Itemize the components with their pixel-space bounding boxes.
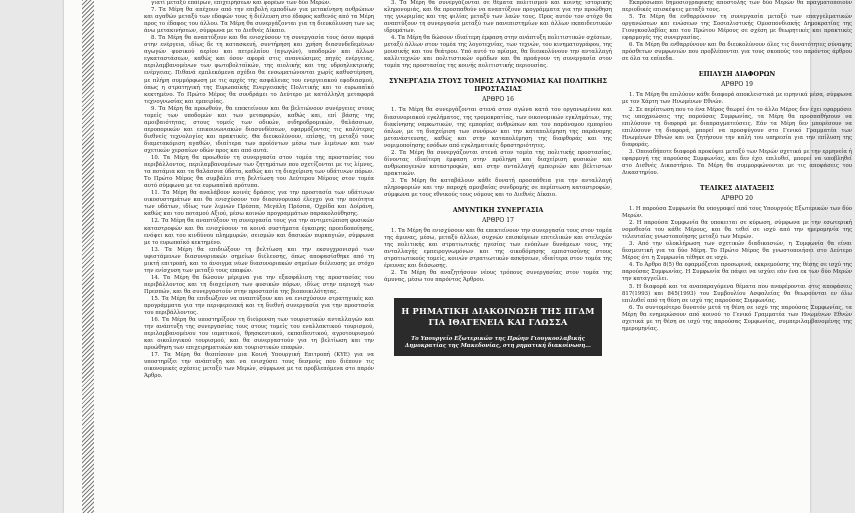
paragraph: 3. Από την ολοκλήρωση των σχετικών διαδικασιών, η Συμφωνία θα είναι δεσμευτική για τα δύο Μέρη. Το Πρώτο Μέρος θα γνωστοποιήσει στο Δεύτερο Μέρος ότι η Συμφωνία τέθηκε σε ισχύ. — [622, 241, 852, 262]
paragraph: 4. Το Άρθρο 8(5) θα εφαρμόζεται προσωρινά, εκκρεμούσης της θέσης σε ισχύ της παρούσας Συμφωνίας. Η Συμφωνία θα πάψει να ισχύει εάν ένα εκ των δύο Μερών την καταγγείλει. — [622, 262, 852, 283]
paragraph: 1. Τα Μέρη θα ενισχύσουν και θα επεκτείνουν την συνεργασία τους στον τομέα της άμυνας, μέσω, μεταξύ άλλων, συχνών επισκέψεων επιτελικών και στελεχών της πολιτικής και στρατιωτικής ηγεσίας των ενόπλων δυνάμεων τους, της ανταλλαγής εμπειρογνωμόνων και της οικοδόμησης εμπιστοσύνης στους στρατιωτικούς τομείς, κοινών στρατιωτικών ασκήσεων, ιδιαίτερα στον τομέα της έρευνας και διάσωσης. — [384, 228, 612, 270]
text-column-3 — [622, 0, 852, 513]
highlight-banner — [394, 298, 602, 356]
paragraph: 2. Τα Μέρη θα συνεργάζονται στενά στον τομέα της πολιτικής προστασίας, δίνοντας ιδιαίτερη έμφαση στην πρόληψη και διαχείριση φυσικών και ανθρωπογενών καταστροφών, και στην ανταλλαγή εμπειριών και βέλτιστων πρακτικών. — [384, 149, 612, 177]
article-number: ΑΡΘΡΟ 19 — [721, 81, 753, 89]
text-column-1 — [144, 0, 374, 513]
paragraph: 17. Τα Μέρη θα θεσπίσουν μια Κοινή Υπουργική Επιτροπή (ΚΥΕ) για να υποστηρίξει την ανάπτυξη και να ενισχύσει τους δεσμούς που διέπουν τις οικονομικές σχέσεις μεταξύ των Μερών, σύμφωνα με τα προβλεπόμενα στο παρόν Άρθρο. — [144, 352, 374, 380]
paragraph: 14. Τα Μέρη θα δώσουν μέριμνα για την εξασφάλιση της προστασίας του περιβάλλοντος και τη διαχείριση των φυσικών πόρων, ιδίως στην περιοχή των Πρεσπών, και θα συνεργαστούν στην προστασία της βιοποικιλότητας. — [144, 274, 374, 295]
paragraph: 7. Τα Μέρη θα απέχουν από την επιβολή εμποδίων για μετακίνηση ανθρώπων και αγαθών μεταξύ των εδαφών τους ή διέλευση στο έδαφος καθενός από τα Μέρη προς το έδαφος του άλλου. Τα Μέρη θα συνεργάζονται για τη διευκόλυνση των ως άνω μετακινήσεων, σύμφωνα με το Διεθνές Δίκαιο. — [144, 7, 374, 35]
paragraph: 6. Τα Μέρη θα ενθαρρύνουν και θα διευκολύνουν όλες τις δυνατότητες σύναψης πρόσθετων συμφωνιών που προβλέπονται για τους σκοπούς του παρόντος άρθρου σε όλα τα επίπεδα. — [622, 42, 852, 63]
section-heading: ΤΕΛΙΚΕΣ ΔΙΑΤΑΞΕΙΣ — [699, 183, 775, 192]
newspaper-page — [64, 0, 852, 513]
paragraph: 3. Τα Μέρη θα καταβάλουν κάθε δυνατή προσπάθεια για την ανταλλαγή πληροφοριών και την παροχή αμοιβαίας συνδρομής σε περίπτωση καταστροφών, σύμφωνα με τους εθνικούς τους νόμους και το Διεθνές Δίκαιο. — [384, 177, 612, 199]
paragraph: 13. Τα Μέρη θα επιδιώξουν τη βελτίωση και την εκσυγχρονισμό των υφιστάμενων διασυνοριακών σημείων διέλευσης, όπως αποφασίσθηκε από τη μικτή επιτροπή, και το άνοιγμα νέων διασυνοριακών σημείων διέλευσης με στόχο την ενίσχυση των μεταξύ τους επαφών. — [144, 246, 374, 274]
paragraph: 1. Τα Μέρη θα συνεργάζονται στενά στον αγώνα κατά του οργανωμένου και διασυνοριακού εγκλήματος, της τρομοκρατίας, των οικονομικών εγκλημάτων, της διακίνησης ναρκωτικών, της εμπορίας ανθρώπων και του παράνομου εμπορίου όπλων, με τη διαχείριση των συνόρων και την καταπολέμηση της παράνομης μετανάστευσης, καθώς και στην καταπολέμηση της διαφθοράς και της νομιμοποίησης εσόδων από εγκληματικές δραστηριότητες. — [384, 107, 612, 149]
article-number: ΑΡΘΡΟ 20 — [721, 194, 753, 202]
banner-title: Η ΡΗΜΑΤΙΚΗ ΔΙΑΚΟΙΝΩΣΗ ΤΗΣ ΠΓΔΜ ΓΙΑ ΙΘΑΓΕΝΕΙΑ ΚΑΙ ΓΛΩΣΣΑ — [401, 306, 595, 328]
paragraph: 8. Τα Μέρη θα αναπτύξουν και θα ενισχύσουν τη συνεργασία τους όσον αφορά στην ενέργεια, ιδίως δε τη κατασκευή, συντήρηση και χρήση διασυνδεδεμένων αγωγών φυσικού αερίου και πετρελαίου (αγωγών), υποδομών και άλλων εγκαταστάσεων, καθώς και όσον αφορά στις ανανεώσιμες πηγές ενέργειας, περιλαμβανομένων των φωτοβολταϊκών, της αιολικής και της υδροηλεκτρικής ενέργειας. Πιθανά εμπλεκόμενα σχέδια θα ενσωματώνονται χωρίς καθυστέρηση, με πλήρη συμμόρφωση με τις αρχές της ασφάλειας του ενεργειακού εφοδιασμού, όπως η στρατηγική της Ευρωπαϊκής Ενεργειακής Πολιτικής και το ευρωπαϊκό κεκτημένο. Το Πρώτο Μέρος θα συνδράμει το Δεύτερο με κατάλληλη μεταφορά τεχνογνωσίας και εμπειρίας. — [144, 35, 374, 105]
paragraph: 2. Τα Μέρη θα αναζητήσουν νέους τρόπους συνεργασίας στον τομέα της άμυνας, μέσω του παρόντος Άρθρου. — [384, 270, 612, 284]
section-heading: ΕΠΙΛΥΣΗ ΔΙΑΦΟΡΩΝ — [698, 70, 776, 79]
article-number: ΑΡΘΡΟ 17 — [482, 217, 514, 225]
paragraph: Εκπρόσωποι δημοσιογραφικής αποστολής των δύο Μερών θα πραγματοποιούν περιοδικές επισκέψεις μεταξύ τους. — [622, 0, 852, 14]
paragraph: 15. Τα Μέρη θα επιδιώξουν να αναπτύξουν και να ενισχύσουν στρατηγικές και προγράμματα για την περιφερειακή και τη διεθνή συνεργασία για την προστασία του περιβάλλοντος. — [144, 295, 374, 317]
paragraph: 4. Τα Μέρη θα δώσουν ιδιαίτερη έμφαση στην ανάπτυξη πολιτιστικών σχέσεων, μεταξύ άλλων στον τομέα της λογοτεχνίας, των τεχνών, του κινηματογράφου, της μουσικής και του θεάτρου. Υπό αυτό το πρίσμα, θα διευκολύνουν την ανταλλαγή καλλιτεχνών και πολιτιστικών ομάδων και θα προάγουν τη συνεργασία στον τομέα της προστασίας της κοινής πολιτιστικής περιουσίας. — [384, 35, 612, 70]
paragraph: 2. Η παρούσα Συμφωνία θα υποκειται σε κύρωση, σύμφωνα με την εσωτερική νομοθεσία του κάθε Μέρους, και θα τεθεί σε ισχύ από την ημερομηνία της τελευταίας γνωστοποίησης μεταξύ των Μερών. — [622, 220, 852, 241]
paragraph: 1. Η παρούσα Συμφωνία θα υπογραφεί από τους Υπουργούς Εξωτερικών των δύο Μερών. — [622, 205, 852, 220]
section-heading: ΑΜΥΝΤΙΚΗ ΣΥΝΕΡΓΑΣΙΑ — [452, 206, 544, 215]
paragraph: 5. Η διαφορά και τα αναπαραγόμενα θέματα που αναφέρονται στις αποφάσεις 817(1993) και 845(1993) του Συμβουλίου Ασφαλείας θα θεωρούνται εν όλω επιλυθεί από τη θέση σε ισχύ της παρούσας Συμφωνίας. — [622, 283, 852, 304]
paragraph: 3. Οποιαδήποτε διαφορά προκύψει μεταξύ των Μερών σχετικά με την ερμηνεία ή εφαρμογή της παρούσας Συμφωνίας, και δεν έχει επιλυθεί, μπορεί να υποβληθεί στο Διεθνές Δικαστήριο. Τα Μέρη θα συμμορφώνονται με τις αποφάσεις του Δικαστηρίου. — [622, 148, 852, 176]
paragraph: 12. Τα Μέρη θα αναπτύξουν τη συνεργασία τους για την αντιμετώπιση φυσικών καταστροφών και θα ενισχύσουν τα κοινά συστήματα έγκαιρης προειδοποίησης, ενόψει και του κινδύνου πλημμυρών, σεισμών και δασικών πυρκαγιών, σύμφωνα με το ευρωπαϊκό κεκτημένο. — [144, 218, 374, 246]
paragraph: 9. Τα Μέρη θα προωθούν, θα επεκτείνουν και θα βελτιώνουν συνέργειες στους τομείς των υποδομών και των μεταφορών, καθώς και, επί βάσης της αμοιβαιότητας, στους τομείς των οδικών, σιδηροδρομικών, θαλάσσιων, αεροπορικών και επικοινωνιακών διασυνδέσεων, εφαρμόζοντας τις καλύτερες διεθνείς τεχνολογίες και πρακτικές. Θα διευκολύνουν, επίσης, τη μεταξύ τους διαμετακόμιση αγαθών, ιδιαίτερα των προϊόντων μέσω των λιμένων και των σχετικών χερσαίων οδών προς και από αυτά. — [144, 105, 374, 154]
paragraph: 6. Το συντομότερο δυνατόν μετά τη θέση σε ισχύ της παρούσας Συμφωνίας, τα Μέρη θα ενημερώσουν από κοινού το Γενικό Γραμματέα των Ηνωμένων Εθνών σχετικά με τη θέση σε ισχύ της παρούσας Συμφωνίας, συμπεριλαμβανομένης της ημερομηνίας. — [622, 304, 852, 332]
article-number: ΑΡΘΡΟ 16 — [482, 96, 514, 104]
paragraph: 3. Τα Μέρη θα συνεργάζονται σε θέματα πολιτισμού και κοινής ιστορικής κληρονομιάς, και θα προσπαθούν να αναπτύξουν προγράμματα για την προώθηση της γνωριμίας και της φιλίας μεταξύ των λαών τους. Προς αυτόν τον στόχο θα αναπτύξουν τη συνεργασία μεταξύ των πανεπιστημίων και άλλων εκπαιδευτικών ιδρυμάτων. — [384, 0, 612, 35]
paragraph: 2. Σε περίπτωση που το ένα Μέρος θεωρεί ότι το άλλο Μέρος δεν έχει εφαρμόσει τις υποχρεώσεις της παρούσας Συμφωνίας, τα Μέρη θα προσπαθήσουν να επιλύσουν τη διαφορά με διαπραγματεύσεις. Εάν τα Μέρη δεν μπορέσουν να επιλύσουν τη διαφορά, μπορεί να προσφύγουν στο Γενικό Γραμματέα των Ηνωμένων Εθνών και να ζητήσουν την καλή του υπηρεσία για την επίλυση της διαφοράς. — [622, 106, 852, 148]
paragraph: γιατί μεταξύ επαίρων, επιχειρήσεων και φορέων των δύο Μερών. — [151, 0, 331, 6]
paragraph: 16. Τα Μέρη θα υποστηρίξουν τη διεύρυνση των τουριστικών ανταλλαγών και την ανάπτυξη της συνεργασίας τους στους τομείς του εναλλακτικού τουρισμού, περιλαμβανομένου του ιαματικού, θρησκευτικού, εκπαιδευτικού, αγροτουρισμού και οικολογικού τουρισμού, και θα συνεργαστούν για τη βελτίωση και την προώθηση των επιχειρηματικών και τουριστικών επαφών. — [144, 317, 374, 352]
banner-body: Το Υπουργείο Εξωτερικών της Πρώην Γιουγκοσλαβικής Δημοκρατίας της Μακεδονίας, στη ρηματική διακοίνωση... — [405, 336, 591, 350]
paragraph: 11. Τα Μέρη θα αναλάβουν κοινές δράσεις για την προστασία των υδάτινων οικοσυστημάτων και θα ενισχύσουν τον διασυνοριακό έλεγχο για την ποιότητα των υδάτων, ιδίως των λιμνών Πρέσπα, Μεγάλη Πρέσπα, Οχρίδα και Δοϊράνη, καθώς και του ποταμού Αξιού, μέσω κοινών προγραμμάτων παρακολούθησης. — [144, 190, 374, 218]
paragraph: 1. Τα Μέρη θα επιλύουν κάθε διαφορά αποκλειστικά με ειρηνικά μέσα, σύμφωνα με τον Χάρτη των Ηνωμένων Εθνών. — [622, 92, 852, 106]
text-column-2 — [384, 0, 612, 513]
paragraph: 5. Τα Μέρη θα ενθαρρύνουν τη συνεργασία μεταξύ των επαγγελματικών οργανώσεων και ενώσεων της Σοσιαλιστικής Ομοσπονδιακής Δημοκρατίας της Γιουγκοσλαβίας και του Πρώτου Μέρους σε σχέση με θεωρητικές και πρακτικές εφαρμογές της συνεργασίας. — [622, 14, 852, 42]
paragraph: 10. Τα Μέρη θα προωθούν τη συνεργασία στον τομέα της προστασίας του περιβάλλοντος, περιλαμβανομένων των ζητημάτων που σχετίζονται με τις λίμνες, τα ποτάμια και τα θαλάσσια ύδατα, καθώς και τη διαχείριση των υδάτινων πόρων. Το Πρώτο Μέρος θα συμβάλει στη βελτίωση του Δεύτερου Μέρους στον τομέα αυτό σύμφωνα με τα ευρωπαϊκά πρότυπα. — [144, 155, 374, 190]
section-heading: ΣΥΝΕΡΓΑΣΙΑ ΣΤΟΥΣ ΤΟΜΕΙΣ ΑΣΤΥΝΟΜΙΑΣ ΚΑΙ ΠΟΛΙΤΙΚΗΣ ΠΡΟΣΤΑΣΙΑΣ — [388, 77, 608, 94]
page-edge-hatching — [82, 0, 94, 513]
